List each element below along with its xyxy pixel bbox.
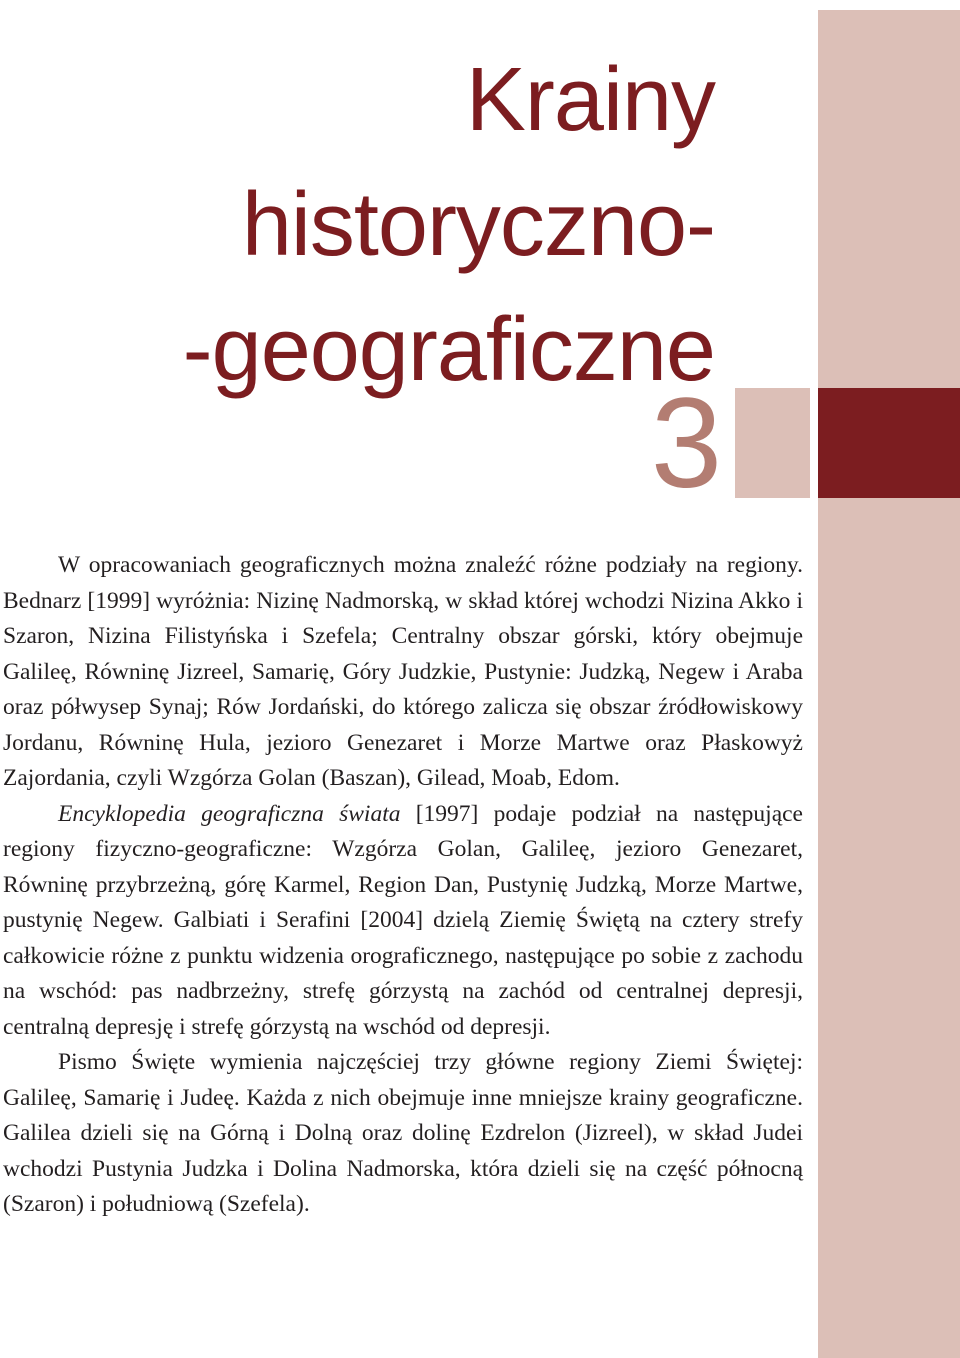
chapter-number: 3 [650,372,722,515]
paragraph [3,797,803,1046]
chapter-title [183,38,715,413]
chapter-title-line: historyczno- [241,175,715,275]
paragraph-text: Pismo Święte wymienia najczęściej trzy główne regiony Ziemi Świętej: Galileę, Samarię i Judeę. Każda z nich obejmuje inne mniejsze krainy geograficzne. Galilea dzieli się na Górną i Dolną oraz dolinę Ezdrelon (Jizreel), w skład Judei wchodzi Pustynia Judzka i Dolina Nadmorska, która dzieli się na część północną (Szaron) i południową (Szefela). [3,1049,803,1217]
book-title: Encyklopedia geograficzna świata [58,800,401,827]
decorative-chapter-marker [818,388,960,498]
decorative-side-band [818,10,960,1358]
paragraph [3,548,803,797]
chapter-title-line: Krainy [465,50,715,150]
paragraph-text: [1997] podaje podział na następujące regiony fizyczno-geograficzne: Wzgórza Golan, Galileę, jezioro Genezaret, Równinę przybrzeżną, górę Karmel, Region Dan, Pustynię Judzką, Morze Martwe, pustynię Negew. Galbiati i Serafini [2004] dzielą Ziemię Świętą na cztery strefy całkowicie różne z punktu widzenia orograficznego, następujące po sobie z zachodu na wschód: pas nadbrzeżny, strefę górzystą na zachód od centralnej depresji, centralną depresję i strefę górzystą na wschód od depresji. [3,800,803,1040]
paragraph [3,1045,803,1223]
chapter-title-line: -geograficzne [182,300,715,400]
decorative-chapter-square [735,388,810,498]
body-text [3,548,803,1223]
paragraph-text: W opracowaniach geograficznych można znaleźć różne podziały na regiony. Bednarz [1999] wyróżnia: Nizinę Nadmorską, w skład której wchodzi Nizina Akko i Szaron, Nizina Filistyńska i Szefela; Centralny obszar górski, który obejmuje Galileę, Równinę Jizreel, Samarię, Góry Judzkie, Pustynie: Judzką, Negew i Araba oraz półwysep Synaj; Rów Jordański, do którego zalicza się obszar źródłowiskowy Jordanu, Równinę Hula, jezioro Genezaret i Morze Martwe oraz Płaskowyż Zajordania, czyli Wzgórza Golan (Baszan), Gilead, Moab, Edom. [3,552,803,791]
